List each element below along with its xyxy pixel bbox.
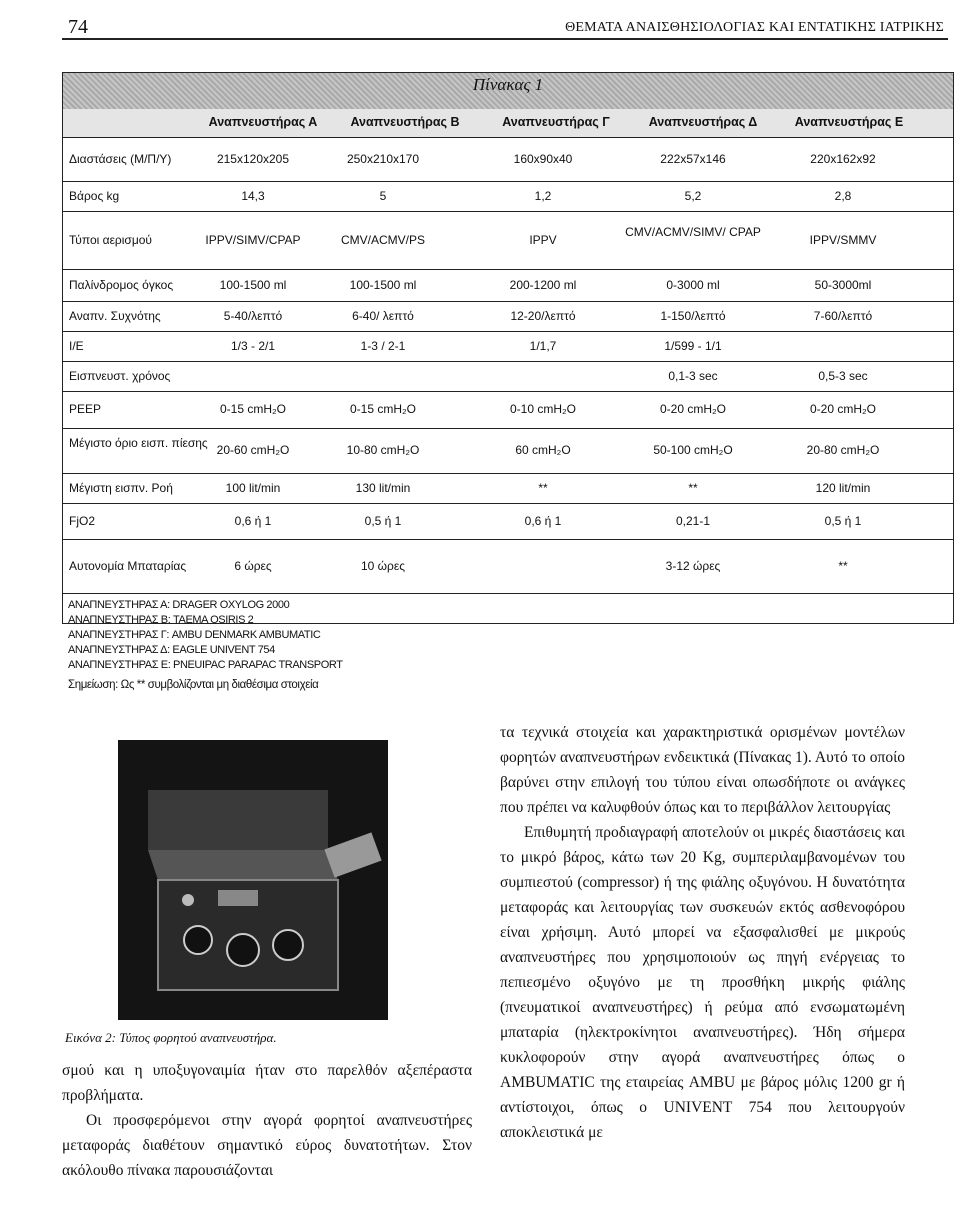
- table-cell: 100-1500 ml: [349, 277, 417, 292]
- left-paragraph-1: σμού και η υποξυγοναιμία ήταν στο παρελθόν αξεπέραστα προβλήματα.: [62, 1062, 472, 1104]
- table-cell: 100-1500 ml: [219, 277, 287, 292]
- row-label: Εισπνευστ. χρόνος: [69, 368, 171, 383]
- table-cell: 5-40/λεπτό: [223, 308, 283, 323]
- table-cell: 14,3: [241, 188, 265, 203]
- table-cell: 0-3000 ml: [666, 277, 720, 292]
- row-label: PEEP: [69, 402, 102, 416]
- row-label: Αυτονομία Μπαταρίας: [69, 558, 187, 573]
- table-cell: 1,2: [534, 188, 552, 203]
- table-cell: 3-12 ώρες: [665, 558, 721, 573]
- table-cell: 100 lit/min: [225, 480, 281, 495]
- table-cell: 6-40/ λεπτό: [352, 308, 414, 323]
- table-row: [63, 181, 953, 212]
- table-row: [63, 301, 953, 332]
- row-label: Τύποι αερισμού: [69, 232, 152, 247]
- table-cell: 222x57x146: [660, 151, 726, 166]
- table-cell: 0-15 cmH₂O: [219, 402, 286, 416]
- table-row: [63, 361, 953, 392]
- table-cell: 7-60/λεπτό: [813, 308, 873, 323]
- row-label: Βάρος kg: [69, 188, 120, 203]
- table-row: [63, 473, 953, 504]
- row-label: I/E: [69, 338, 84, 353]
- table-cell: 5: [379, 188, 387, 203]
- table-row: [63, 211, 953, 270]
- table-row: [63, 137, 953, 182]
- table-row: [63, 428, 953, 474]
- table-row: [63, 539, 953, 594]
- header-b: Αναπνευστήρας Β: [350, 115, 460, 129]
- figure-caption: Εικόνα 2: Τύπος φορητού αναπνευστήρα.: [65, 1030, 277, 1045]
- header-a: Αναπνευστήρας Α: [208, 115, 318, 129]
- table-cell: 2,8: [834, 188, 852, 203]
- table-cell: CMV/ACMV/SIMV/ CPAP: [625, 225, 761, 239]
- table-cell: 0-10 cmH₂O: [509, 402, 576, 416]
- table-cell: 6 ώρες: [234, 558, 272, 573]
- right-paragraph-1: τα τεχνικά στοιχεία και χαρακτηριστικά ορισμένων μοντέλων φορητών αναπνευστήρων ενδεικτικά (Πίνακας 1). Αυτό το οποίο βαρύνει στην επιλογή του τύπου είναι οπωσδήποτε οι ανάγκες που πρέπει να καλυφθούν όπως και το περιβάλλον λειτουργίας: [500, 724, 905, 816]
- row-label: Μέγιστο όριο εισπ. πίεσης: [69, 436, 208, 450]
- header-c: Αναπνευστήρας Γ: [502, 115, 610, 129]
- table-cell: 0,6 ή 1: [524, 513, 562, 528]
- note-c: ΑΝΑΠΝΕΥΣΤΗΡΑΣ Γ: AMBU DENMARK AMBUMATIC: [68, 629, 321, 641]
- row-label: Διαστάσεις (Μ/Π/Υ): [69, 151, 172, 166]
- table-cell: CMV/ACMV/PS: [340, 232, 425, 247]
- table-cell: 1-150/λεπτό: [660, 308, 726, 323]
- table-cell: 0,21-1: [675, 513, 711, 528]
- table-cell: 200-1200 ml: [509, 277, 577, 292]
- running-title: ΘΕΜΑΤΑ ΑΝΑΙΣΘΗΣΙΟΛΟΓΙΑΣ ΚΑΙ ΕΝΤΑΤΙΚΗΣ ΙΑΤΡΙΚΗΣ: [565, 20, 944, 35]
- table-cell: 50-3000ml: [814, 277, 872, 292]
- table-header-row: [63, 109, 953, 138]
- table-row: [63, 269, 953, 302]
- table-title: Πίνακας 1: [472, 75, 544, 94]
- table-title-band: [63, 73, 953, 109]
- table-cell: 130 lit/min: [355, 480, 411, 495]
- table-cell: 0,5 ή 1: [824, 513, 862, 528]
- right-column: [500, 720, 905, 1145]
- specs-table: [62, 72, 954, 624]
- table-cell: **: [688, 480, 698, 495]
- table-row: [63, 391, 953, 429]
- table-cell: 0-15 cmH₂O: [349, 402, 416, 416]
- note-a: ΑΝΑΠΝΕΥΣΤΗΡΑΣ Α: DRAGER OXYLOG 2000: [68, 599, 290, 611]
- table-cell: **: [538, 480, 548, 495]
- table-cell: 0-20 cmH₂O: [659, 402, 726, 416]
- table-cell: 215x120x205: [216, 151, 290, 166]
- table-row: [63, 331, 953, 362]
- table-footnote: Σημείωση: Ως ** συμβολίζονται μη διαθέσιμα στοιχεία: [68, 679, 319, 691]
- table-cell: 1/3 - 2/1: [230, 338, 276, 353]
- row-label: Αναπν. Συχνότης: [69, 308, 161, 323]
- table-cell: 50-100 cmH₂O: [653, 443, 733, 457]
- left-column: [62, 1058, 472, 1183]
- table-cell: 0,5-3 sec: [818, 368, 868, 383]
- header-e: Αναπνευστήρας Ε: [794, 115, 904, 129]
- table-cell: IPPV: [529, 232, 557, 247]
- table-cell: 12-20/λεπτό: [510, 308, 576, 323]
- table-cell: 0,6 ή 1: [234, 513, 272, 528]
- header-d: Αναπνευστήρας Δ: [648, 115, 758, 129]
- table-row: [63, 503, 953, 540]
- table-cell: 0-20 cmH₂O: [809, 402, 876, 416]
- page-number: 74: [68, 16, 88, 38]
- table-cell: IPPV/SIMV/CPAP: [205, 232, 301, 247]
- table-cell: 1/1,7: [529, 338, 557, 353]
- row-label: Μέγιστη εισπν. Ροή: [69, 480, 173, 495]
- table-cell: 0,5 ή 1: [364, 513, 402, 528]
- table-cell: 220x162x92: [810, 151, 876, 166]
- table-cell: 160x90x40: [513, 151, 573, 166]
- table-cell: 20-80 cmH₂O: [806, 443, 880, 457]
- table-cell: IPPV/SMMV: [809, 232, 877, 247]
- table-cell: 20-60 cmH₂O: [216, 443, 290, 457]
- row-label: FjO2: [69, 513, 96, 528]
- row-label: Παλίνδρομος όγκος: [69, 277, 174, 292]
- table-cell: 1-3 / 2-1: [360, 338, 406, 353]
- table-cell: 5,2: [684, 188, 702, 203]
- note-b: ΑΝΑΠΝΕΥΣΤΗΡΑΣ Β: TAEMA OSIRIS 2: [68, 614, 254, 626]
- right-paragraph-2: Επιθυμητή προδιαγραφή αποτελούν οι μικρές διαστάσεις και το μικρό βάρος, κάτω των 20 Kg, συμπεριλαμβανομένων του συμπιεστού (compressor) ή της φιάλης οξυγόνου. Η δυνατότητα μεταφοράς και λειτουργίας των συσκευών εκτός ασθενοφόρου είναι χρήσιμη. Αυτό μπορεί να εξασφαλισθεί με μικρούς αναπνευστήρες που χρησιμοποιούν ως πηγή ενέργειας το πεπιεσμένο οξυγόνο με τη προσθήκη μικρής φιάλης (πνευματικοί αναπνευστήρες) ή ρεύμα από ενσωματωμένη μπαταρία (ηλεκτροκίνητοι αναπνευστήρες). Ήδη σήμερα κυκλοφορούν στην αγορά αναπνευστήρες όπως ο AMBUMATIC της εταιρείας AMBU με βάρος μόλις 1200 gr ή αντίστοιχοι, όπως ο UNIVENT 754 που λειτουργούν αποκλειστικά με: [500, 824, 905, 1141]
- left-paragraph-2: Οι προσφερόμενοι στην αγορά φορητοί αναπνευστήρες μεταφοράς διαθέτουν σημαντικό εύρος δυνατοτήτων. Στον ακόλουθο πίνακα παρουσιάζονται: [62, 1112, 472, 1179]
- table-notes: [68, 598, 343, 693]
- page-header: [62, 10, 948, 40]
- table-cell: 120 lit/min: [815, 480, 871, 495]
- table-cell: **: [838, 558, 848, 573]
- note-d: ΑΝΑΠΝΕΥΣΤΗΡΑΣ Δ: EAGLE UNIVENT 754: [68, 644, 275, 656]
- table-cell: 10 ώρες: [360, 558, 405, 573]
- note-e: ΑΝΑΠΝΕΥΣΤΗΡΑΣ Ε: PNEUIPAC PARAPAC TRANSPORT: [68, 659, 343, 671]
- ventilator-photo: [118, 740, 388, 1020]
- table-cell: 60 cmH₂O: [515, 443, 571, 457]
- table-cell: 0,1-3 sec: [668, 368, 718, 383]
- table-cell: 1/599 - 1/1: [664, 338, 722, 353]
- table-cell: 10-80 cmH₂O: [346, 443, 420, 457]
- table-cell: 250x210x170: [346, 151, 420, 166]
